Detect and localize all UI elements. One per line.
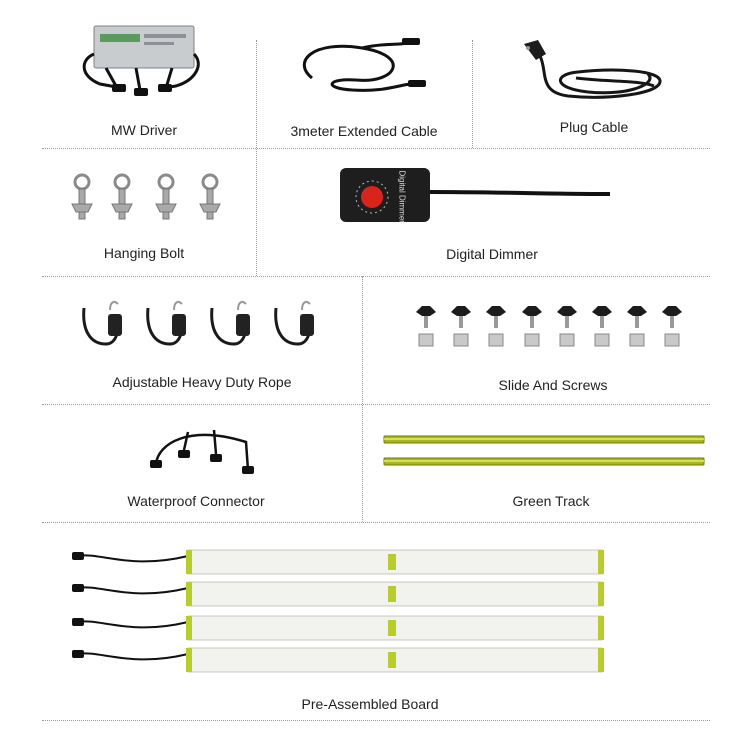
divider-row-5	[42, 720, 710, 721]
waterproof-connector-label: Waterproof Connector	[127, 493, 265, 509]
green-track-image	[384, 434, 706, 468]
digital-dimmer-image	[340, 168, 640, 224]
pre-assembled-board-image	[70, 546, 610, 674]
divider-row-3	[42, 404, 710, 405]
plug-cable-image	[518, 38, 668, 106]
divider-row-1	[42, 148, 710, 149]
divider-col-b	[472, 40, 473, 148]
rope-label: Adjustable Heavy Duty Rope	[112, 374, 292, 390]
waterproof-connector-image	[148, 414, 254, 476]
dimmer-text: Digital Dimmer	[397, 170, 407, 223]
extended-cable-label: 3meter Extended Cable	[290, 123, 438, 139]
divider-col-a	[256, 40, 257, 276]
rope-image	[80, 300, 330, 350]
divider-col-c	[362, 276, 363, 522]
slide-screws-image	[414, 304, 684, 348]
extended-cable-image	[292, 38, 438, 98]
divider-row-4	[42, 522, 710, 523]
digital-dimmer-label: Digital Dimmer	[446, 246, 538, 262]
hanging-bolt-image	[66, 172, 226, 224]
pre-assembled-board-label: Pre-Assembled Board	[301, 696, 439, 712]
divider-row-2	[42, 276, 710, 277]
green-track-label: Green Track	[512, 493, 590, 509]
mw-driver-label: MW Driver	[110, 122, 178, 138]
mw-driver-image	[76, 24, 206, 104]
plug-cable-label: Plug Cable	[559, 119, 629, 135]
slide-screws-label: Slide And Screws	[498, 377, 608, 393]
hanging-bolt-label: Hanging Bolt	[103, 245, 185, 261]
